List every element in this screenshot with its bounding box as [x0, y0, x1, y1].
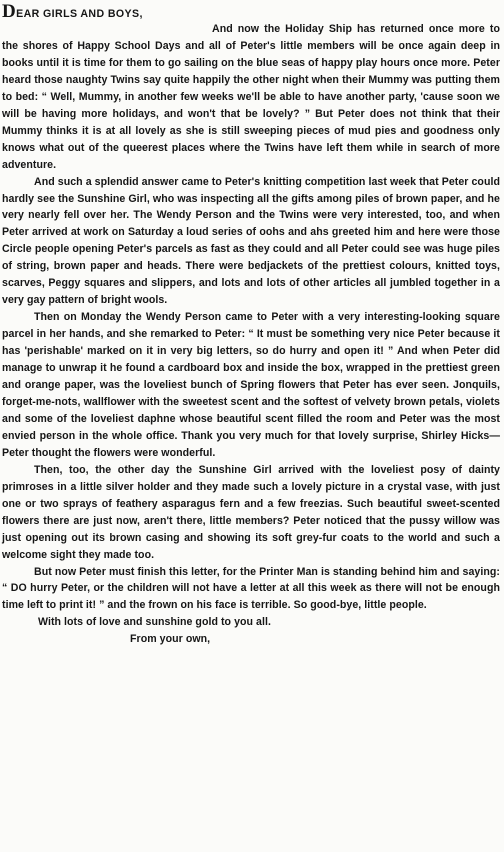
paragraph-knitting-competition: And such a splendid answer came to Peter's knitting competition last week that Peter could hardly see the Sunshine Girl, who was inspecting all the gifts among piles of brown paper, and he very nearly fell over her. The Wendy Person and the Twins were very interested, too, and when Peter arrived at work on Saturday a loud series of oohs and ahs greeted him and here were those Circle people opening Peter's parcels as fast as they could and all Peter could see was huge piles of string, brown paper and heads. There were bedjackets of the prettiest colours, knitted toys, scarves, Peggy squares and slippers, and lots and lots of other articles all jumbled together in a very gay pattern of bright wools.: [2, 175, 500, 307]
letter-column: [2, 2, 500, 648]
salutation: [2, 2, 500, 21]
signoff-line: From your own,: [130, 633, 211, 646]
paragraph-printer-man: But now Peter must finish this letter, for the Printer Man is standing behind him and saying: “ DO hurry Peter, or the children will not have a letter at all this week as there will not be enough time left to print it! ” and the frown on his face is terrible. So good-bye, little people.: [2, 565, 500, 612]
drop-cap: D: [2, 1, 17, 22]
closing-line: With lots of love and sunshine gold to you all.: [38, 616, 271, 629]
paragraph-holiday-ship: And now the Holiday Ship has returned once more to the shores of Happy School Days and all of Peter's little members will be once again deep in books until it is time for them to go sailing on the blue seas of happy play hours once more. Peter heard those naughty Twins say quite happily the other night when their Mummy was putting them to bed: “ Well, Mummy, in another few weeks we'll be able to have another party, 'cause soon we will be having more holidays, and won't that be lovely? ” But Peter does not think that their Mummy thinks it is at all lovely as she is still sweeping pieces of mud pies and goodness only knows what out of the queerest places where the Twins have left them while in search of more adventure.: [2, 23, 500, 171]
salutation-text: EAR GIRLS AND BOYS,: [16, 8, 143, 20]
paragraph-spring-flowers: Then on Monday the Wendy Person came to Peter with a very interesting-looking square parcel in her hands, and she remarked to Peter: “ It must be something very nice Peter because it has 'perishable' marked on it in very big letters, so do hurry and open it! ” And when Peter did manage to unwrap it he found a cardboard box and inside the box, wrapped in the prettiest green and orange paper, was the loveliest bunch of Spring flowers that Peter has ever seen. Jonquils, forget-me-nots, wallflower with the sweetest scent and the softest of velvety brown petals, violets and some of the loveliest daphne whose beautiful scent filled the room and Peter was the most envied person in the whole office. Thank you very much for that lovely surprise, Shirley Hicks—Peter thought the flowers were wonderful.: [2, 311, 500, 459]
paragraph-primroses: Then, too, the other day the Sunshine Girl arrived with the loveliest posy of dainty primroses in a little silver holder and they made such a lovely picture in a crystal vase, with just one or two sprays of feathery asparagus fern and a few freezias. Such beautiful sweet-scented flowers there are just now, aren't there, little members? Peter noticed that the pussy willow was just opening out its brown casing and showing its soft grey-fur coats to the world and such a welcome sight they made too.: [2, 463, 500, 561]
